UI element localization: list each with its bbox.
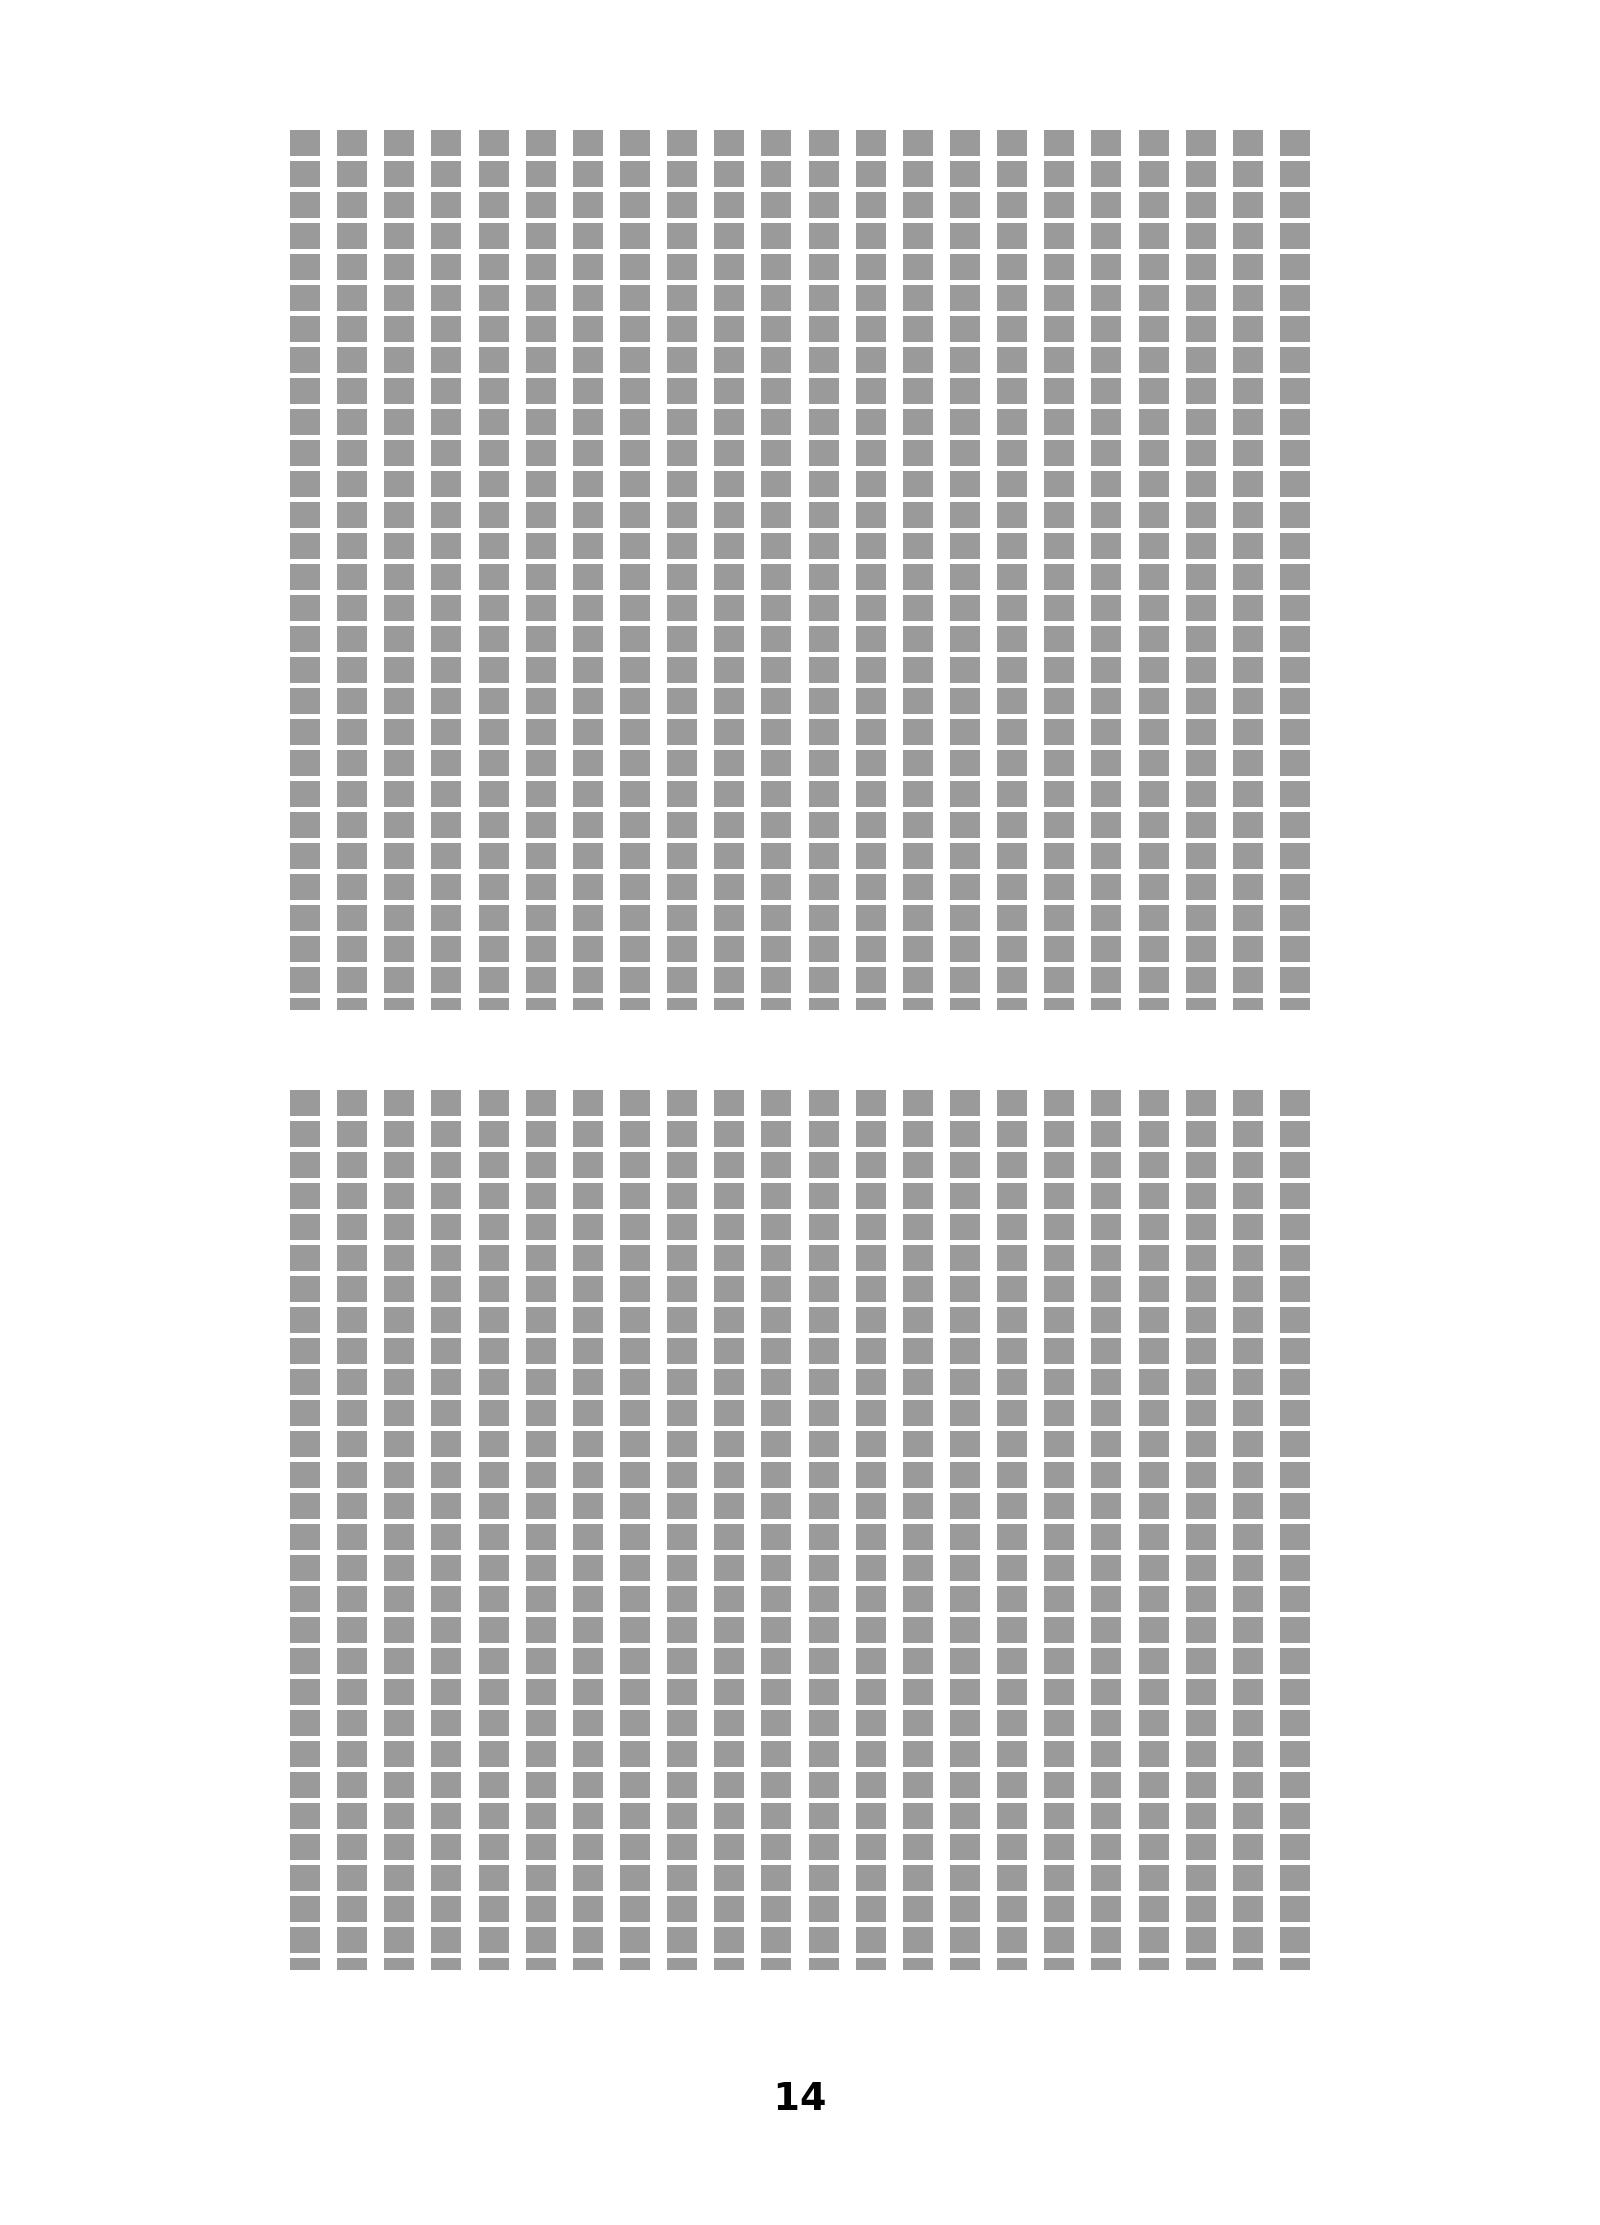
text-column	[290, 1090, 320, 1970]
text-column	[950, 130, 980, 1010]
text-column	[1044, 1090, 1074, 1970]
text-column	[1280, 130, 1310, 1010]
text-column	[479, 1090, 509, 1970]
text-column	[667, 130, 697, 1010]
text-column	[997, 130, 1027, 1010]
text-column	[479, 130, 509, 1010]
text-column	[1139, 1090, 1169, 1970]
text-column	[620, 1090, 650, 1970]
text-column	[526, 130, 556, 1010]
text-column	[856, 1090, 886, 1970]
text-column	[761, 130, 791, 1010]
text-column	[809, 130, 839, 1010]
text-column	[431, 1090, 461, 1970]
text-column	[1186, 1090, 1216, 1970]
text-column	[950, 1090, 980, 1970]
page-number: 14	[773, 2075, 827, 2119]
text-column	[1044, 130, 1074, 1010]
text-column	[431, 130, 461, 1010]
text-column	[290, 130, 320, 1010]
text-block-top	[290, 130, 1310, 1010]
text-column	[1091, 130, 1121, 1010]
text-column	[667, 1090, 697, 1970]
text-column	[1233, 130, 1263, 1010]
text-column	[1139, 130, 1169, 1010]
text-column	[620, 130, 650, 1010]
text-column	[903, 1090, 933, 1970]
text-column	[714, 1090, 744, 1970]
text-column	[1233, 1090, 1263, 1970]
text-column	[573, 1090, 603, 1970]
text-column	[1091, 1090, 1121, 1970]
text-column	[337, 130, 367, 1010]
text-column	[809, 1090, 839, 1970]
text-column	[714, 130, 744, 1010]
text-column	[856, 130, 886, 1010]
text-column	[1186, 130, 1216, 1010]
text-column	[573, 130, 603, 1010]
text-column	[337, 1090, 367, 1970]
text-column	[1280, 1090, 1310, 1970]
text-column	[761, 1090, 791, 1970]
text-column	[384, 1090, 414, 1970]
text-column	[903, 130, 933, 1010]
text-column	[526, 1090, 556, 1970]
text-block-bottom	[290, 1090, 1310, 1970]
text-column	[997, 1090, 1027, 1970]
text-column	[384, 130, 414, 1010]
